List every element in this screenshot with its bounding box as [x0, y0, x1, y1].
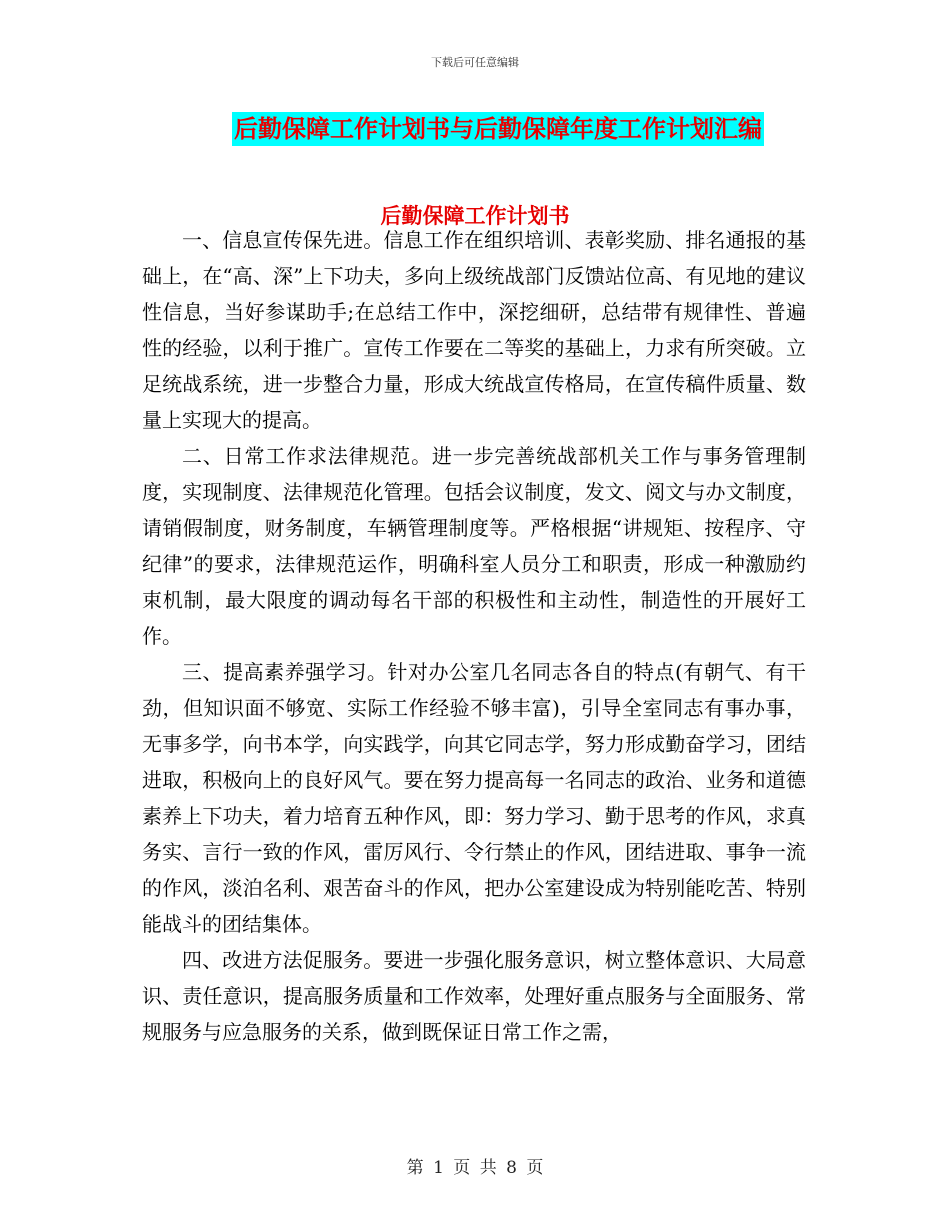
paragraph-1: 一、信息宣传保先进。信息工作在组织培训、表彰奖励、排名通报的基础上，在“高、深”上下功夫，多向上级统战部门反馈站位高、有见地的建议性信息，当好参谋助手;在总结工作中，深挖细研，总结带有规律性、普遍性的经验，以利于推广。宣传工作要在二等奖的基础上，力求有所突破。立足统战系统，进一步整合力量，形成大统战宣传格局，在宣传稿件质量、数量上实现大的提高。 [142, 228, 806, 432]
paragraph-3: 三、提高素养强学习。针对办公室几名同志各自的特点(有朝气、有干劲，但知识面不够宽、实际工作经验不够丰富)，引导全室同志有事办事，无事多学，向书本学，向实践学，向其它同志学，努力形成勤奋学习，团结进取，积极向上的良好风气。要在努力提高每一名同志的政治、业务和道德素养上下功夫，着力培育五种作风，即：努力学习、勤于思考的作风，求真务实、言行一致的作风，雷厉风行、令行禁止的作风，团结进取、事争一流的作风，淡泊名利、艰苦奋斗的作风，把办公室建设成为特别能吃苦、特别能战斗的团结集体。 [142, 660, 806, 936]
page-number-footer: 第 1 页 共 8 页 [406, 1158, 544, 1178]
main-title-text: 后勤保障工作计划书与后勤保障年度工作计划汇编 [232, 112, 764, 146]
document-main-title [0, 112, 950, 149]
document-sub-title: 后勤保障工作计划书 [380, 204, 570, 228]
header-note: 下载后可任意编辑 [431, 56, 519, 69]
document-body [142, 222, 806, 1050]
paragraph-2: 二、日常工作求法律规范。进一步完善统战部机关工作与事务管理制度，实现制度、法律规范化管理。包括会议制度，发文、阅文与办文制度，请销假制度，财务制度，车辆管理制度等。严格根据“讲规矩、按程序、守纪律”的要求，法律规范运作，明确科室人员分工和职责，形成一种激励约束机制，最大限度的调动每名干部的积极性和主动性，制造性的开展好工作。 [142, 444, 806, 648]
paragraph-4: 四、改进方法促服务。要进一步强化服务意识，树立整体意识、大局意识、责任意识，提高服务质量和工作效率，处理好重点服务与全面服务、常规服务与应急服务的关系，做到既保证日常工作之需， [142, 948, 806, 1044]
